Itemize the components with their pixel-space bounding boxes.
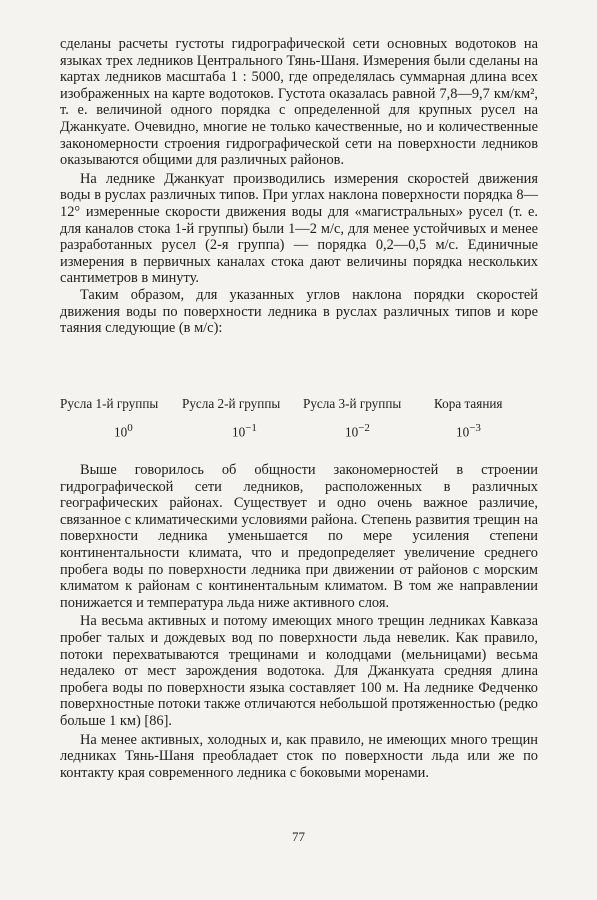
paragraph-tien-shan-glaciers: На менее активных, холодных и, как правило, не имеющих много трещин ледниках Тянь-Шаня преобладает сток по поверхности льда или же по контакту края современного ледника с боковыми моренами. — [60, 731, 538, 781]
body-text-top — [60, 36, 538, 337]
paragraph-caucasus-glaciers: На весьма активных и потому имеющих много трещин ледниках Кавказа пробег талых и дождевых вод по поверхности льда невелик. Как правило, потоки перехватываются трещинами и колодцами (мельницами) весьма недалеко от мест зарождения водотока. Для Джанкуата средняя длина пробега воды по поверхности языка составляет 100 м. На леднике Федченко поверхностные потоки также отличаются небольшой протяженностью (редко больше 1 км) [86]. — [60, 613, 538, 729]
column-header-group-2: Русла 2-й группы — [182, 396, 281, 411]
paragraph-velocity-measurements: На леднике Джанкуат производились измерения скоростей движения воды в руслах различных типов. При углах наклона поверхности порядка 8—12° измеренные скорости движения воды для «магистральных» русел (т. е. для каналов стока 1-й группы) были 1—2 м/с, для менее устойчивых и менее разработанных русел (2-я группа) — порядка 0,2—0,5 м/с. Единичные измерения в первичных каналах стока дают величины порядка нескольких сантиметров в минуту. — [60, 170, 538, 287]
value-group-2: $10^{-1}$ — [232, 422, 257, 440]
column-header-group-3: Русла 3-й группы — [303, 396, 402, 411]
paragraph-velocity-summary: Таким образом, для указанных углов наклона порядки скоростей движения воды по поверхности ледника в руслах различных типов и коре таяния следующие (в м/с): — [60, 286, 538, 337]
page-number: 77 — [292, 829, 305, 844]
velocity-table-values-row — [60, 422, 538, 448]
body-text-bottom — [60, 462, 538, 781]
value-group-1: $10^0$ — [114, 422, 133, 440]
velocity-table — [60, 396, 538, 448]
paragraph-continued: сделаны расчеты густоты гидрографической сети основных водотоков на языках трех ледников Центрального Тянь-Шаня. Измерения были сделаны на картах ледников масштаба 1 : 5000, где определялась суммарная длина всех изображенных на карте водотоков. Густота оказалась равной 7,8—9,7 км/км², т. е. величиной одного порядка с определенной для крупных русел на Джанкуате. Очевидно, многие не только качественные, но и количественные закономерности строения гидрографической сети на поверхности ледников оказываются общими для различных районов. — [60, 36, 538, 169]
paragraph-climate-differences: Выше говорилось об общности закономерностей в строении гидрографической сети ледников, расположенных в различных географических районах. Существует и одно очень важное различие, связанное с климатическими условиями района. Степень развития трещин на поверхности ледника уменьшается по мере усиления степени континентальности климата, что и предопределяет увеличение среднего пробега воды по поверхности ледника при движении от районов с морским климатом к районам с континентальным климатом. В том же направлении понижается и температура льда ниже активного слоя. — [60, 462, 538, 611]
velocity-table-header-row — [60, 396, 538, 420]
column-header-group-1: Русла 1-й группы — [60, 396, 159, 411]
value-melt-crust: $10^{-3}$ — [456, 422, 481, 440]
value-group-3: $10^{-2}$ — [345, 422, 370, 440]
column-header-melt-crust: Кора таяния — [434, 396, 503, 411]
